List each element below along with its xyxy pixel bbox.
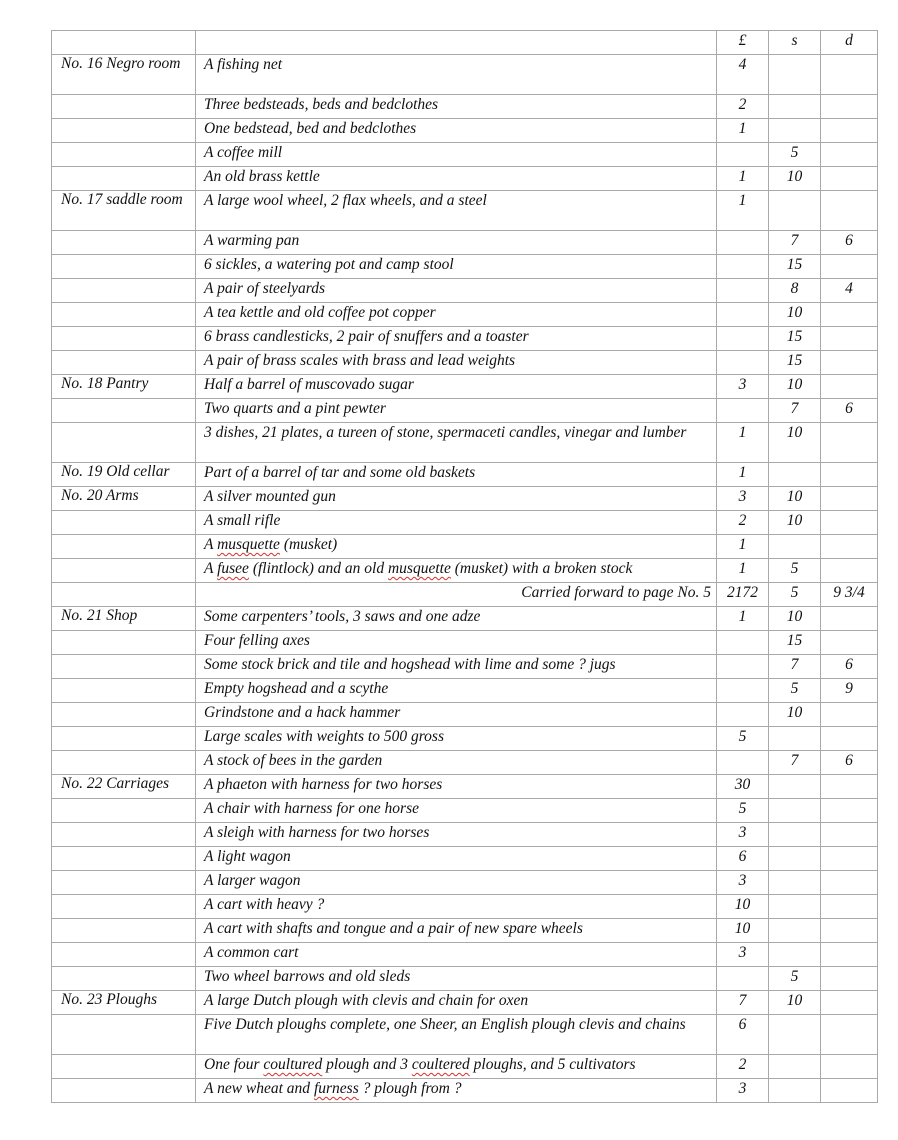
item-cell: A warming pan — [196, 231, 717, 255]
item-cell: A tea kettle and old coffee pot copper — [196, 303, 717, 327]
table-row — [52, 679, 878, 703]
table-row — [52, 535, 878, 559]
table-row — [52, 703, 878, 727]
item-cell: A larger wagon — [196, 871, 717, 895]
pounds-cell: 2 — [717, 1055, 769, 1079]
item-cell: Half a barrel of muscovado sugar — [196, 375, 717, 399]
item-text: ploughs, and 5 cultivators — [469, 1056, 636, 1073]
table-row — [52, 231, 878, 255]
table-row — [52, 631, 878, 655]
item-text: (musket) with a broken stock — [450, 560, 633, 577]
item-cell: One bedstead, bed and bedclothes — [196, 119, 717, 143]
pence-cell: 6 — [821, 231, 878, 255]
room-cell — [52, 423, 196, 463]
pence-cell — [821, 895, 878, 919]
pence-cell: 4 — [821, 279, 878, 303]
shillings-cell: 15 — [769, 631, 821, 655]
flagged-word: musquette — [217, 536, 280, 553]
table-row — [52, 375, 878, 399]
table-row — [52, 919, 878, 943]
shillings-cell — [769, 775, 821, 799]
table-row — [52, 799, 878, 823]
pounds-cell — [717, 679, 769, 703]
pence-cell — [821, 823, 878, 847]
room-cell — [52, 167, 196, 191]
item-cell: A cart with heavy ? — [196, 895, 717, 919]
pounds-cell: 1 — [717, 463, 769, 487]
pence-cell — [821, 511, 878, 535]
table-row — [52, 895, 878, 919]
pounds-cell: 3 — [717, 375, 769, 399]
shillings-cell — [769, 871, 821, 895]
table-row — [52, 255, 878, 279]
shillings-cell: 10 — [769, 487, 821, 511]
pence-cell: 9 — [821, 679, 878, 703]
table-row — [52, 751, 878, 775]
item-cell: A fishing net — [196, 55, 717, 95]
pence-cell — [821, 191, 878, 231]
room-cell — [52, 679, 196, 703]
table-row — [52, 655, 878, 679]
item-cell: Some carpenters’ tools, 3 saws and one adze — [196, 607, 717, 631]
pence-cell — [821, 943, 878, 967]
pounds-cell: 30 — [717, 775, 769, 799]
item-cell: A chair with harness for one horse — [196, 799, 717, 823]
item-cell: 3 dishes, 21 plates, a tureen of stone, spermaceti candles, vinegar and lumber — [196, 423, 717, 463]
shillings-cell: 7 — [769, 655, 821, 679]
room-cell — [52, 871, 196, 895]
room-cell: No. 20 Arms — [52, 487, 196, 511]
pence-cell — [821, 847, 878, 871]
shillings-cell — [769, 823, 821, 847]
shillings-cell — [769, 95, 821, 119]
pence-cell — [821, 775, 878, 799]
pence-cell — [821, 1079, 878, 1103]
room-cell — [52, 799, 196, 823]
item-text: plough and 3 — [322, 1056, 412, 1073]
shillings-cell — [769, 727, 821, 751]
table-row — [52, 1015, 878, 1055]
pounds-cell: 1 — [717, 423, 769, 463]
item-cell: Large scales with weights to 500 gross — [196, 727, 717, 751]
room-cell — [52, 1015, 196, 1055]
pence-cell — [821, 727, 878, 751]
pounds-cell: 10 — [717, 895, 769, 919]
room-cell — [52, 255, 196, 279]
pence-cell: 6 — [821, 399, 878, 423]
room-cell — [52, 231, 196, 255]
shillings-cell — [769, 535, 821, 559]
room-cell — [52, 847, 196, 871]
item-cell: A common cart — [196, 943, 717, 967]
pounds-cell: 1 — [717, 167, 769, 191]
shillings-cell: 15 — [769, 255, 821, 279]
shillings-cell: 10 — [769, 511, 821, 535]
pence-cell — [821, 463, 878, 487]
room-cell — [52, 399, 196, 423]
room-cell — [52, 919, 196, 943]
table-row — [52, 95, 878, 119]
shillings-cell — [769, 847, 821, 871]
shillings-cell: 10 — [769, 703, 821, 727]
header-pence: d — [821, 31, 878, 55]
shillings-cell: 15 — [769, 351, 821, 375]
table-row — [52, 823, 878, 847]
pence-cell — [821, 487, 878, 511]
flagged-word: fusee — [217, 560, 249, 577]
pence-cell — [821, 535, 878, 559]
item-cell: Some stock brick and tile and hogshead with lime and some ? jugs — [196, 655, 717, 679]
item-cell: A pair of brass scales with brass and lead weights — [196, 351, 717, 375]
pounds-cell: 3 — [717, 871, 769, 895]
table-row — [52, 327, 878, 351]
pence-cell — [821, 1015, 878, 1055]
item-text: A — [204, 560, 218, 577]
inventory-table — [51, 30, 878, 1103]
table-row — [52, 351, 878, 375]
room-cell — [52, 583, 196, 607]
table-row — [52, 727, 878, 751]
shillings-cell — [769, 895, 821, 919]
pence-cell — [821, 631, 878, 655]
item-text: A — [204, 536, 218, 553]
pounds-cell — [717, 255, 769, 279]
header-shillings: s — [769, 31, 821, 55]
shillings-cell — [769, 55, 821, 95]
table-row — [52, 511, 878, 535]
room-cell — [52, 1079, 196, 1103]
item-cell: A coffee mill — [196, 143, 717, 167]
header-item — [196, 31, 717, 55]
item-cell: Part of a barrel of tar and some old baskets — [196, 463, 717, 487]
pence-cell — [821, 991, 878, 1015]
item-text: ? plough from ? — [358, 1080, 462, 1097]
pounds-cell: 2 — [717, 511, 769, 535]
pounds-cell — [717, 655, 769, 679]
shillings-cell: 7 — [769, 399, 821, 423]
pounds-cell — [717, 231, 769, 255]
item-cell: A large Dutch plough with clevis and chain for oxen — [196, 991, 717, 1015]
pounds-cell: 1 — [717, 535, 769, 559]
shillings-cell — [769, 1055, 821, 1079]
shillings-cell: 8 — [769, 279, 821, 303]
item-cell: A light wagon — [196, 847, 717, 871]
pence-cell — [821, 919, 878, 943]
pounds-cell: 3 — [717, 823, 769, 847]
table-row — [52, 279, 878, 303]
room-cell — [52, 823, 196, 847]
shillings-cell — [769, 463, 821, 487]
pounds-cell: 1 — [717, 559, 769, 583]
shillings-cell: 10 — [769, 375, 821, 399]
header-room — [52, 31, 196, 55]
pence-cell — [821, 143, 878, 167]
flagged-word: musquette — [387, 560, 451, 577]
pence-cell — [821, 1055, 878, 1079]
item-cell: A phaeton with harness for two horses — [196, 775, 717, 799]
table-row — [52, 55, 878, 95]
pounds-cell: 1 — [717, 607, 769, 631]
pounds-cell: 5 — [717, 799, 769, 823]
table-row — [52, 991, 878, 1015]
room-cell — [52, 655, 196, 679]
item-cell: A small rifle — [196, 511, 717, 535]
pence-cell — [821, 119, 878, 143]
room-cell — [52, 895, 196, 919]
table-row — [52, 399, 878, 423]
item-cell: A large wool wheel, 2 flax wheels, and a steel — [196, 191, 717, 231]
pounds-cell: 7 — [717, 991, 769, 1015]
pence-cell — [821, 423, 878, 463]
table-row — [52, 1079, 878, 1103]
item-cell: Four felling axes — [196, 631, 717, 655]
pence-cell: 9 3/4 — [821, 583, 878, 607]
shillings-cell: 10 — [769, 167, 821, 191]
shillings-cell: 5 — [769, 967, 821, 991]
item-cell: Empty hogshead and a scythe — [196, 679, 717, 703]
pounds-cell: 1 — [717, 191, 769, 231]
room-cell: No. 16 Negro room — [52, 55, 196, 95]
item-cell: 6 brass candlesticks, 2 pair of snuffers and a toaster — [196, 327, 717, 351]
item-cell: Five Dutch ploughs complete, one Sheer, an English plough clevis and chains — [196, 1015, 717, 1055]
pence-cell — [821, 799, 878, 823]
room-cell: No. 23 Ploughs — [52, 991, 196, 1015]
pounds-cell: 6 — [717, 847, 769, 871]
shillings-cell — [769, 119, 821, 143]
shillings-cell: 15 — [769, 327, 821, 351]
item-cell: Two wheel barrows and old sleds — [196, 967, 717, 991]
pounds-cell — [717, 327, 769, 351]
table-row — [52, 607, 878, 631]
pence-cell: 6 — [821, 655, 878, 679]
item-text: One four — [204, 1056, 264, 1073]
item-cell — [196, 1055, 717, 1079]
room-cell — [52, 303, 196, 327]
room-cell — [52, 279, 196, 303]
pounds-cell — [717, 143, 769, 167]
room-cell — [52, 559, 196, 583]
pounds-cell — [717, 751, 769, 775]
item-cell: Grindstone and a hack hammer — [196, 703, 717, 727]
item-cell: An old brass kettle — [196, 167, 717, 191]
header-row — [52, 31, 878, 55]
pounds-cell — [717, 303, 769, 327]
pence-cell — [821, 871, 878, 895]
pounds-cell — [717, 351, 769, 375]
pence-cell — [821, 95, 878, 119]
room-cell — [52, 703, 196, 727]
room-cell — [52, 967, 196, 991]
room-cell — [52, 1055, 196, 1079]
shillings-cell: 10 — [769, 991, 821, 1015]
table-row — [52, 303, 878, 327]
pence-cell — [821, 55, 878, 95]
table-row — [52, 167, 878, 191]
room-cell: No. 21 Shop — [52, 607, 196, 631]
shillings-cell — [769, 799, 821, 823]
pounds-cell: 1 — [717, 119, 769, 143]
item-cell: A stock of bees in the garden — [196, 751, 717, 775]
item-cell: Three bedsteads, beds and bedclothes — [196, 95, 717, 119]
pounds-cell — [717, 399, 769, 423]
shillings-cell — [769, 1079, 821, 1103]
room-cell — [52, 943, 196, 967]
pounds-cell — [717, 703, 769, 727]
table-row — [52, 191, 878, 231]
pounds-cell: 4 — [717, 55, 769, 95]
item-cell: 6 sickles, a watering pot and camp stool — [196, 255, 717, 279]
pence-cell — [821, 559, 878, 583]
item-cell — [196, 559, 717, 583]
shillings-cell: 7 — [769, 751, 821, 775]
table-row — [52, 943, 878, 967]
header-pounds: £ — [717, 31, 769, 55]
room-cell — [52, 327, 196, 351]
pence-cell — [821, 351, 878, 375]
pence-cell: 6 — [821, 751, 878, 775]
item-text: (flintlock) and an old — [248, 560, 388, 577]
pounds-cell — [717, 967, 769, 991]
pounds-cell: 2 — [717, 95, 769, 119]
item-cell: Carried forward to page No. 5 — [196, 583, 717, 607]
item-cell: A sleigh with harness for two horses — [196, 823, 717, 847]
table-row — [52, 583, 878, 607]
shillings-cell — [769, 919, 821, 943]
pence-cell — [821, 607, 878, 631]
item-cell: A cart with shafts and tongue and a pair of new spare wheels — [196, 919, 717, 943]
pounds-cell: 10 — [717, 919, 769, 943]
pounds-cell: 3 — [717, 487, 769, 511]
pounds-cell: 2172 — [717, 583, 769, 607]
room-cell — [52, 95, 196, 119]
item-cell — [196, 535, 717, 559]
shillings-cell — [769, 1015, 821, 1055]
room-cell: No. 22 Carriages — [52, 775, 196, 799]
shillings-cell: 5 — [769, 559, 821, 583]
item-cell — [196, 1079, 717, 1103]
pence-cell — [821, 167, 878, 191]
room-cell: No. 17 saddle room — [52, 191, 196, 231]
pounds-cell — [717, 279, 769, 303]
flagged-word: furness — [313, 1080, 359, 1097]
table-row — [52, 871, 878, 895]
pence-cell — [821, 703, 878, 727]
pence-cell — [821, 375, 878, 399]
room-cell — [52, 143, 196, 167]
table-row — [52, 423, 878, 463]
item-text: A new wheat and — [204, 1080, 314, 1097]
room-cell — [52, 119, 196, 143]
room-cell — [52, 727, 196, 751]
item-cell: Two quarts and a pint pewter — [196, 399, 717, 423]
table-row — [52, 847, 878, 871]
pounds-cell — [717, 631, 769, 655]
pence-cell — [821, 967, 878, 991]
room-cell — [52, 535, 196, 559]
pence-cell — [821, 303, 878, 327]
table-row — [52, 775, 878, 799]
shillings-cell — [769, 943, 821, 967]
item-text: (musket) — [279, 536, 338, 553]
room-cell: No. 18 Pantry — [52, 375, 196, 399]
shillings-cell: 5 — [769, 679, 821, 703]
room-cell — [52, 351, 196, 375]
shillings-cell — [769, 191, 821, 231]
room-cell — [52, 631, 196, 655]
flagged-word: coultered — [411, 1056, 470, 1073]
room-cell: No. 19 Old cellar — [52, 463, 196, 487]
shillings-cell: 5 — [769, 143, 821, 167]
shillings-cell: 7 — [769, 231, 821, 255]
item-cell: A silver mounted gun — [196, 487, 717, 511]
shillings-cell: 10 — [769, 607, 821, 631]
pence-cell — [821, 255, 878, 279]
table-row — [52, 143, 878, 167]
table-row — [52, 119, 878, 143]
pence-cell — [821, 327, 878, 351]
pounds-cell: 3 — [717, 943, 769, 967]
room-cell — [52, 751, 196, 775]
pounds-cell: 3 — [717, 1079, 769, 1103]
shillings-cell: 10 — [769, 423, 821, 463]
pounds-cell: 6 — [717, 1015, 769, 1055]
room-cell — [52, 511, 196, 535]
table-row — [52, 967, 878, 991]
table-row — [52, 487, 878, 511]
pounds-cell: 5 — [717, 727, 769, 751]
shillings-cell: 10 — [769, 303, 821, 327]
item-cell: A pair of steelyards — [196, 279, 717, 303]
shillings-cell: 5 — [769, 583, 821, 607]
table-row — [52, 463, 878, 487]
table-row — [52, 1055, 878, 1079]
flagged-word: coultured — [263, 1056, 323, 1073]
table-row — [52, 559, 878, 583]
